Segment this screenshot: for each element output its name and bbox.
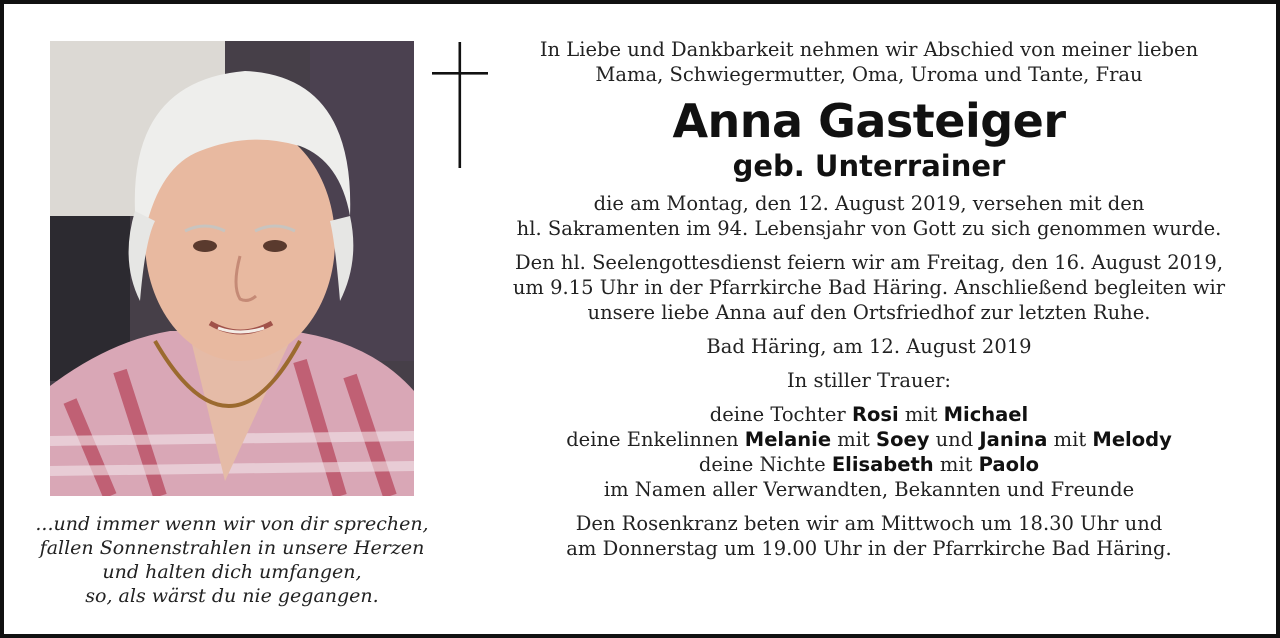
cross-icon [432,42,488,168]
mourner-name: Soey [876,428,930,451]
mourner-name: Melody [1092,428,1172,451]
poem-line: so, als wärst du nie gegangen. [85,585,379,607]
service-line: um 9.15 Uhr in der Pfarrkirche Bad Häring. Anschließend begleiten wir [512,276,1226,299]
mourner-line: deine Tochter Rosi mit Michael [709,403,1029,426]
poem-line: und halten dich umfangen, [102,561,362,583]
obituary-text [494,37,1244,561]
mourner-name: Janina [979,428,1048,451]
mourner-name: Michael [943,403,1029,426]
poem [24,512,440,608]
mourner-line: deine Nichte Elisabeth mit Paolo [698,453,1040,476]
poem-line: fallen Sonnenstrahlen in unsere Herzen [39,537,425,559]
mourning-heading: In stiller Trauer: [786,369,952,392]
intro-line: In Liebe und Dankbarkeit nehmen wir Abschied von meiner lieben [539,38,1199,61]
rosary-line: am Donnerstag um 19.00 Uhr in der Pfarrkirche Bad Häring. [566,537,1172,560]
place-date: Bad Häring, am 12. August 2019 [706,335,1032,358]
birth-name: geb. Unterrainer [732,149,1006,183]
mourner-name: Elisabeth [831,453,934,476]
mourner-line: deine Enkelinnen Melanie mit Soey und Janina mit Melody [566,428,1172,451]
service-line: Den hl. Seelengottesdienst feiern wir am Freitag, den 16. August 2019, [514,251,1224,274]
poem-line: ...und immer wenn wir von dir sprechen, [35,513,429,535]
service-line: unsere liebe Anna auf den Ortsfriedhof zur letzten Ruhe. [587,301,1151,324]
rosary-line: Den Rosenkranz beten wir am Mittwoch um 18.30 Uhr und [575,512,1163,535]
mourner-name: Rosi [851,403,899,426]
portrait-photo [50,41,414,496]
mourner-name: Paolo [978,453,1040,476]
portrait-photo-elderly-woman [50,41,414,496]
mourner-line: im Namen aller Verwandten, Bekannten und Freunde [603,478,1135,501]
mourner-name: Melanie [744,428,832,451]
death-notice-line: hl. Sakramenten im 94. Lebensjahr von Gott zu sich genommen wurde. [516,217,1222,240]
death-notice-line: die am Montag, den 12. August 2019, versehen mit den [593,192,1145,215]
intro-line: Mama, Schwiegermutter, Oma, Uroma und Tante, Frau [595,63,1143,86]
deceased-name: Anna Gasteiger [672,94,1066,148]
